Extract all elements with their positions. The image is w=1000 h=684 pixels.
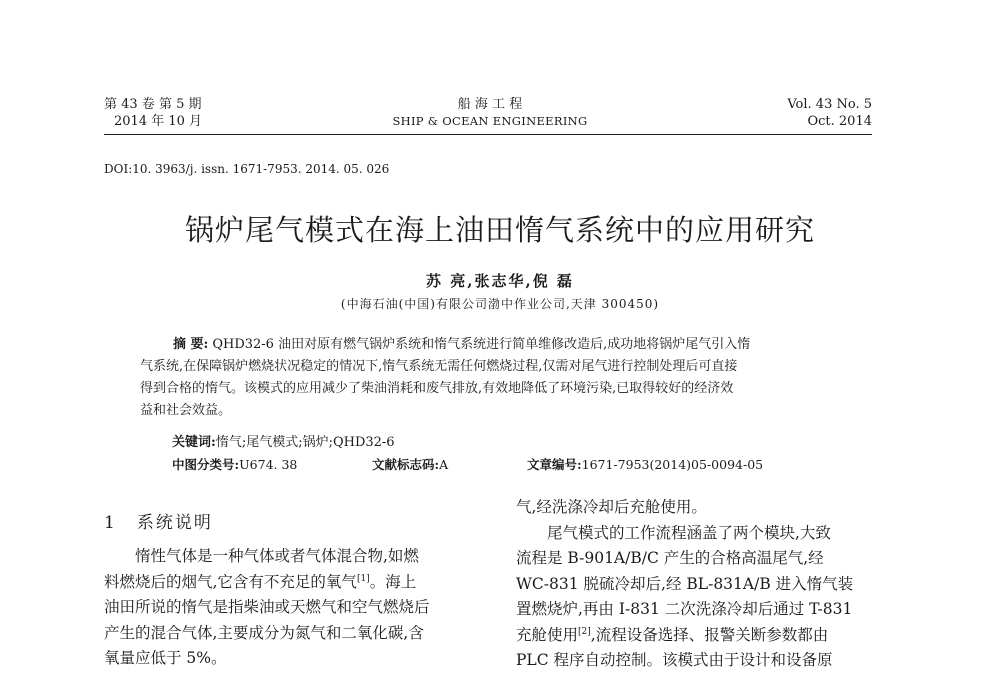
article-number-label: 文章编号: [527, 457, 582, 472]
right-column-text [516, 495, 888, 674]
citation-ref: [2] [578, 626, 591, 637]
keywords [172, 431, 395, 450]
abstract-line: 气系统,在保障锅炉燃烧状况稳定的情况下,惰气系统无需任何燃烧过程,仅需对尾气进行控制处理后可直接 [140, 359, 738, 374]
header-rule [104, 134, 872, 135]
paragraph-line: 置燃烧炉,再由 I-831 二次洗涤冷却后通过 T-831 [516, 600, 853, 618]
left-column-text [104, 544, 476, 672]
section-heading [104, 508, 213, 533]
publication-date-en: Oct. 2014 [807, 114, 872, 129]
affiliation: (中海石油(中国)有限公司渤中作业公司,天津 300450) [340, 297, 660, 311]
paragraph-line: 尾气模式的工作流程涵盖了两个模块,大致 [547, 523, 831, 542]
citation-ref: [1] [356, 573, 370, 584]
publication-date: 2014 年 10 月 [114, 114, 203, 129]
abstract-line: 益和社会效益。 [140, 403, 232, 418]
paragraph-line: 充舱使用[2],流程设备选择、报警关断参数都由 [516, 625, 829, 644]
paragraph-line: 气,经洗涤冷却后充舱使用。 [516, 498, 707, 516]
paragraph-line: 产生的混合气体,主要成分为氮气和二氧化碳,含 [104, 623, 424, 642]
volume-issue-en: Vol. 43 No. 5 [787, 97, 872, 112]
journal-volume-info [104, 96, 202, 130]
clc-value: U674. 38 [239, 457, 298, 472]
journal-volume-en [787, 96, 872, 130]
document-code [372, 455, 448, 473]
keywords-value: 惰气;尾气模式;锅炉;QHD32-6 [215, 435, 395, 450]
article-number-value: 1671-7953(2014)05-0094-05 [581, 457, 764, 472]
volume-issue: 第 43 卷 第 5 期 [104, 97, 202, 112]
paragraph-line: 惰性气体是一种气体或者气体混合物,如燃 [135, 547, 419, 565]
paragraph-line: WC-831 脱硫冷却后,经 BL-831A/B 进入惰气装 [516, 574, 854, 593]
doi: DOI:10. 3963/j. issn. 1671-7953. 2014. 05. 026 [104, 162, 390, 176]
paragraph-line: 氧量应低于 5%。 [104, 649, 227, 667]
doc-code-label: 文献标志码: [372, 457, 440, 472]
journal-name [380, 96, 600, 130]
abstract-line: 得到合格的惰气。该模式的应用减少了柴油消耗和废气排放,有效地降低了环境污染,已取得较好的经济效 [140, 381, 734, 396]
journal-name-cn: 船 海 工 程 [457, 97, 523, 112]
article-number [527, 455, 763, 473]
clc-number [172, 455, 297, 473]
paragraph-line: 料燃烧后的烟气,它含有不充足的氧气[1]。海上 [104, 572, 417, 591]
keywords-label: 关键词: [172, 435, 216, 450]
abstract-label: 摘 要: [173, 337, 209, 352]
journal-name-en: SHIP & OCEAN ENGINEERING [392, 114, 588, 128]
clc-label: 中图分类号: [172, 457, 240, 472]
paragraph-line: 油田所说的惰气是指柴油或天燃气和空气燃烧后 [104, 598, 430, 616]
doc-code-value: A [439, 457, 449, 472]
section-number: 1 [104, 513, 117, 533]
paragraph-line: 流程是 B-901A/B/C 产生的合格高温尾气,经 [516, 549, 824, 567]
paper-title: 锅炉尾气模式在海上油田惰气系统中的应用研究 [184, 213, 815, 247]
paragraph-line: PLC 程序自动控制。该模式由于设计和设备原 [516, 651, 833, 669]
abstract [140, 334, 856, 422]
section-title: 系统说明 [136, 513, 213, 533]
abstract-line: 摘 要: QHD32-6 油田对原有燃气锅炉系统和惰气系统进行简单维修改造后,成功地将锅炉尾气引入惰 [173, 337, 751, 352]
authors: 苏 亮,张志华,倪 磊 [426, 272, 574, 290]
